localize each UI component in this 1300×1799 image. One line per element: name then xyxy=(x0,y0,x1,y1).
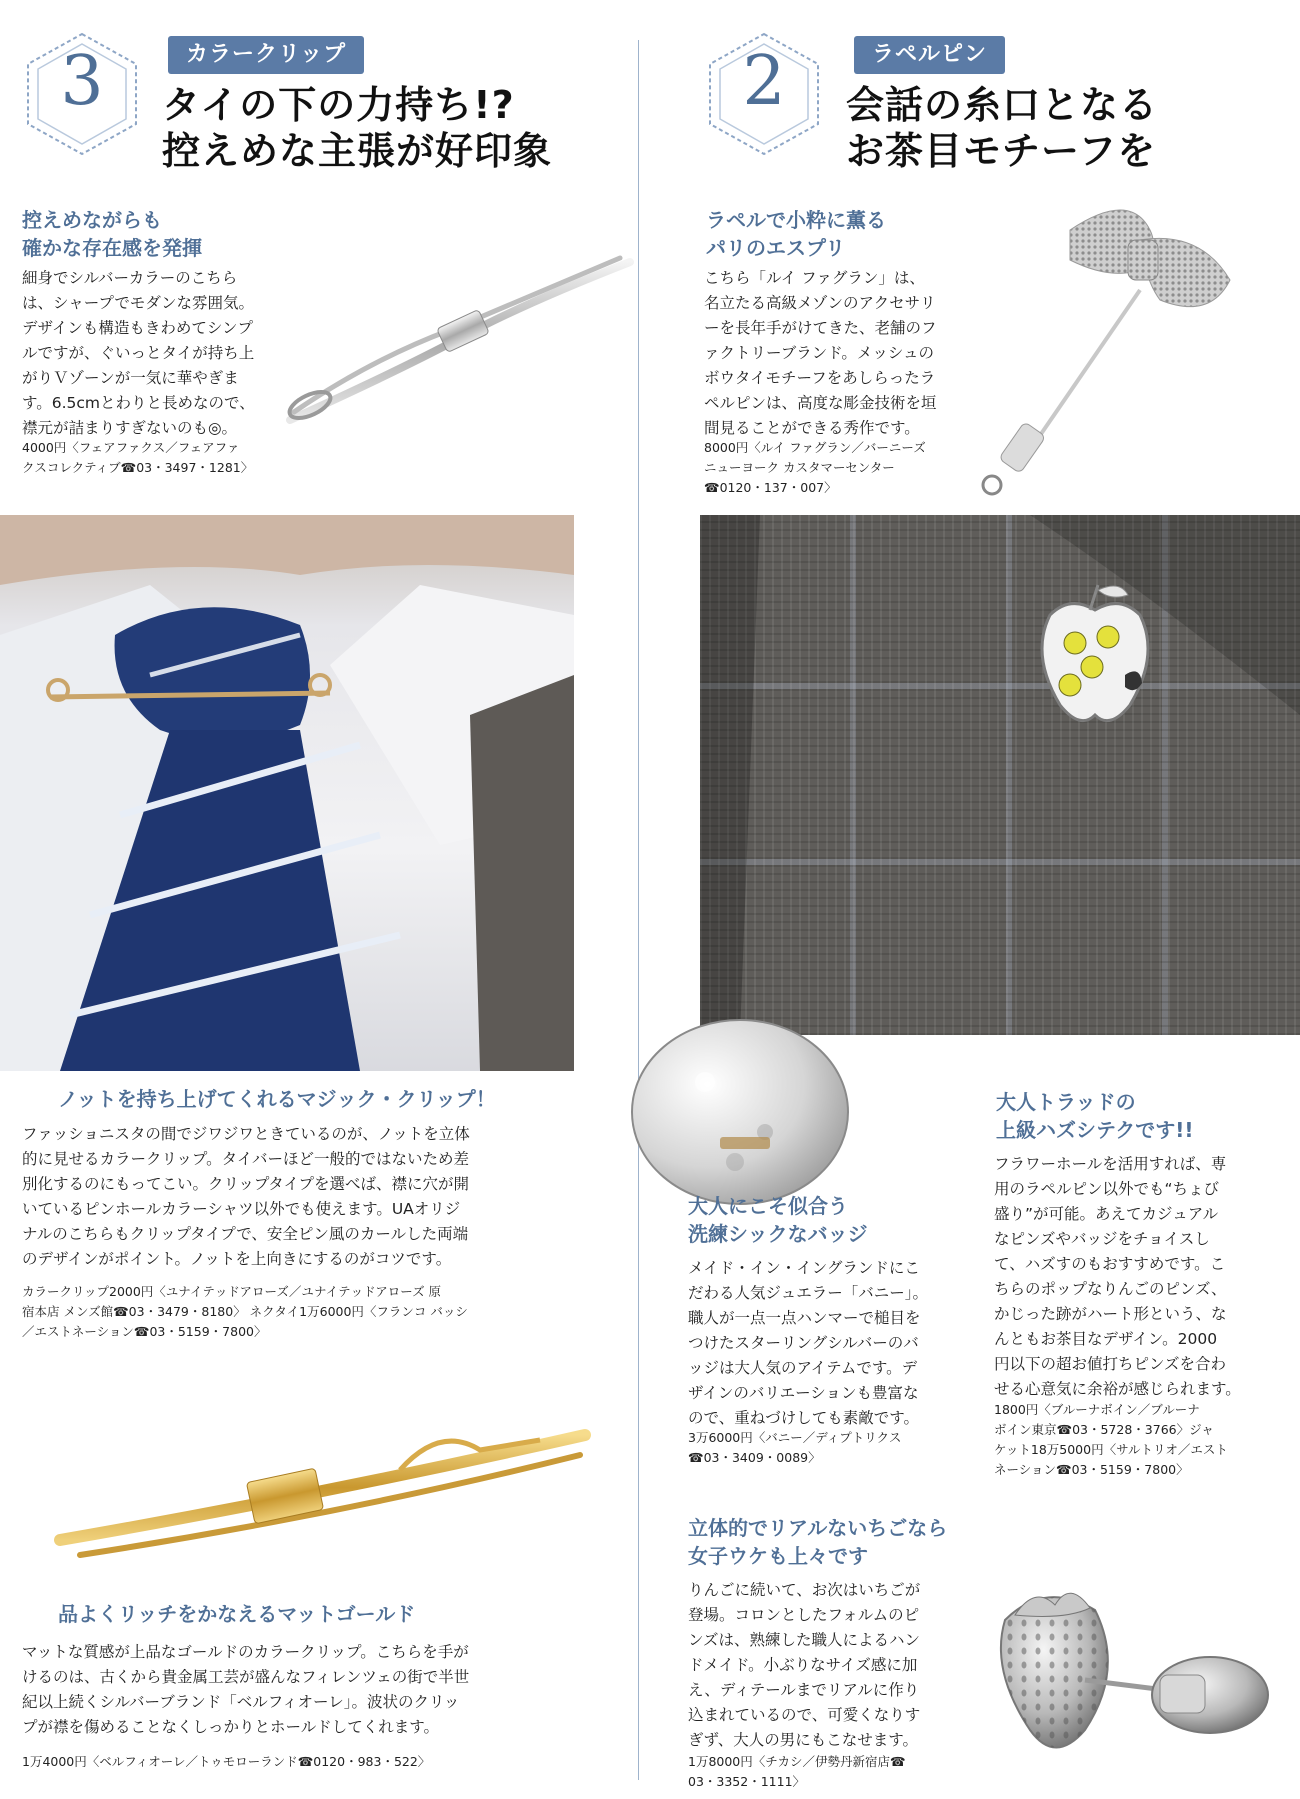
item-credit xyxy=(688,1752,906,1792)
item-body xyxy=(688,1256,958,1431)
body-line: せる心意気に余裕が感じられます。 xyxy=(994,1380,1241,1398)
body-line: 用のラペルピン以外でも“ちょび xyxy=(994,1180,1220,1198)
credit-line: カラークリップ2000円〈ユナイテッドアローズ／ユナイテッドアローズ 原 xyxy=(22,1284,442,1299)
body-line: 円以下の超お値打ちピンズを合わ xyxy=(994,1355,1227,1373)
credit-line: 8000円〈ルイ ファグラン／バーニーズ xyxy=(704,440,926,455)
body-line: ペルピンは、高度な彫金技術を垣 xyxy=(704,394,937,412)
subhead-line: 洗練シックなバッジ xyxy=(688,1222,868,1246)
item-credit xyxy=(22,1282,468,1342)
credit-line: 1800円〈ブルーナボイン／ブルーナ xyxy=(994,1402,1200,1417)
body-line: こちら「ルイ ファグラン」は、 xyxy=(704,269,925,287)
item-body xyxy=(22,1640,592,1740)
subhead-line: 大人トラッドの xyxy=(996,1090,1136,1114)
body-line: 登場。コロンとしたフォルムのピ xyxy=(688,1606,920,1624)
headline-line: お茶目モチーフを xyxy=(846,129,1157,173)
body-line: ザインのバリエーションも豊富な xyxy=(688,1384,919,1402)
item-subhead: ノットを持ち上げてくれるマジック・クリップ！ xyxy=(58,1087,496,1111)
body-line: ドメイド。小ぶりなサイズ感に加 xyxy=(688,1656,918,1674)
subhead-line: 立体的でリアルないちごなら xyxy=(688,1516,948,1540)
silver-collar-clip-image xyxy=(280,250,640,440)
body-line: んともお茶目なデザイン。2000 xyxy=(994,1330,1218,1348)
section-number-hexagon xyxy=(700,30,828,158)
body-line: つけたスターリングシルバーのバ xyxy=(688,1334,919,1352)
body-line: ので、重ねづけしても素敵です。 xyxy=(688,1409,919,1427)
item-body xyxy=(704,266,974,441)
item-subhead xyxy=(996,1088,1193,1144)
item-body xyxy=(22,1122,592,1272)
item-subhead xyxy=(22,206,202,262)
body-line: 別化するのにもってこい。クリップタイプを選べば、襟に穴が開 xyxy=(22,1175,470,1193)
body-line: ナルのこちらもクリップタイプで、安全ピン風のカールした両端 xyxy=(22,1225,469,1243)
body-line: 間見ることができる秀作です。 xyxy=(704,419,920,437)
body-line: ッジは大人気のアイテムです。デ xyxy=(688,1359,918,1377)
body-line: 紀以上続くシルバーブランド「ベルフィオーレ」。波状のクリッ xyxy=(22,1693,460,1711)
body-line: て、ハズすのもおすすめです。こ xyxy=(994,1255,1226,1273)
item-credit xyxy=(994,1400,1228,1480)
credit-line: クスコレクティブ☎03・3497・1281〉 xyxy=(22,460,254,475)
body-line: プが襟を傷めることなくしっかりとホールドしてくれます。 xyxy=(22,1718,439,1736)
hammered-silver-badge-image xyxy=(625,1012,855,1212)
headline-line: タイの下の力持ち!? xyxy=(162,83,515,127)
mesh-bowtie-lapel-pin-image xyxy=(960,190,1260,510)
credit-line: ☎0120・137・007〉 xyxy=(704,480,837,495)
credit-line: ニューヨーク カスタマーセンター xyxy=(704,460,895,475)
strawberry-pin-image xyxy=(975,1560,1285,1775)
apple-pin-jacket-photo xyxy=(700,515,1300,1035)
item-body xyxy=(22,266,292,441)
item-credit xyxy=(22,438,253,478)
item-body xyxy=(994,1152,1294,1402)
body-line: がりＶゾーンが一気に華やぎま xyxy=(22,369,239,387)
body-line: は、シャープでモダンな雰囲気。 xyxy=(22,294,255,312)
body-line: ルですが、ぐいっとタイが持ち上 xyxy=(22,344,255,362)
section-headline xyxy=(162,82,552,174)
body-line: 襟元が詰まりすぎないのも◎。 xyxy=(22,419,238,437)
body-line: メイド・イン・イングランドにこ xyxy=(688,1259,920,1277)
item-subhead xyxy=(688,1192,868,1248)
body-line: ボウタイモチーフをあしらったラ xyxy=(704,369,936,387)
item-credit xyxy=(704,438,926,498)
body-line: 込まれているので、可愛くなりす xyxy=(688,1706,921,1724)
credit-line: ボイン東京☎03・5728・3766〉ジャ xyxy=(994,1422,1214,1437)
body-line: なピンズやバッジをチョイスし xyxy=(994,1230,1210,1248)
credit-line: 1万8000円〈チカシ／伊勢丹新宿店☎ xyxy=(688,1754,906,1769)
credit-line: 4000円〈フェアファクス／フェアファ xyxy=(22,440,240,455)
item-credit: 1万4000円〈ベルフィオーレ／トゥモローランド☎0120・983・522〉 xyxy=(22,1754,431,1769)
headline-line: 控えめな主張が好印象 xyxy=(162,129,553,173)
body-line: マットな質感が上品なゴールドのカラークリップ。こちらを手が xyxy=(22,1643,469,1661)
body-line: けるのは、古くから貴金属工芸が盛んなフィレンツェの街で半世 xyxy=(22,1668,470,1686)
item-body xyxy=(688,1578,968,1753)
item-subhead: 品よくリッチをかなえるマットゴールド xyxy=(58,1602,416,1626)
item-subhead xyxy=(706,206,886,262)
item-subhead xyxy=(688,1514,947,1570)
credit-line: ／エストネーション☎03・5159・7800〉 xyxy=(22,1324,267,1339)
body-line: ちらのポップなりんごのピンズ、 xyxy=(994,1280,1227,1298)
body-line: す。6.5cmとわりと長めなので、 xyxy=(22,394,255,412)
body-line: かじった跡がハート形という、な xyxy=(994,1305,1227,1323)
body-line: りんごに続いて、お次はいちごが xyxy=(688,1581,921,1599)
headline-line: 会話の糸口となる xyxy=(846,83,1159,127)
subhead-line: 上級ハズシテクです!! xyxy=(996,1118,1194,1142)
body-line: え、ディテールまでリアルに作り xyxy=(688,1681,920,1699)
subhead-line: 女子ウケも上々です xyxy=(688,1544,868,1568)
body-line: ファッショニスタの間でジワジワときているのが、ノットを立体 xyxy=(22,1125,470,1143)
body-line: ーを長年手がけてきた、老舗のフ xyxy=(704,319,937,337)
credit-line: ネーション☎03・5159・7800〉 xyxy=(994,1462,1189,1477)
subhead-line: ラペルで小粋に薫る xyxy=(706,208,886,232)
category-badge: ラペルピン xyxy=(854,36,1005,74)
body-line: ンズは、熟練した職人によるハン xyxy=(688,1631,921,1649)
section-number: 2 xyxy=(742,42,786,121)
section-headline xyxy=(846,82,1158,174)
body-line: 名立たる高級メゾンのアクセサリ xyxy=(704,294,936,312)
body-line: 盛り”が可能。あえてカジュアル xyxy=(994,1205,1219,1223)
tie-knot-photo xyxy=(0,515,574,1071)
body-line: フラワーホールを活用すれば、専 xyxy=(994,1155,1227,1173)
body-line: 的に見せるカラークリップ。タイバーほど一般的ではないため差 xyxy=(22,1150,470,1168)
credit-line: 03・3352・1111〉 xyxy=(688,1774,806,1789)
credit-line: ケット18万5000円〈サルトリオ／エスト xyxy=(994,1442,1228,1457)
gold-collar-clip-image xyxy=(40,1395,600,1565)
body-line: ぎず、大人の男にもこなせます。 xyxy=(688,1731,919,1749)
body-line: 職人が一点一点ハンマーで槌目を xyxy=(688,1309,921,1327)
item-credit xyxy=(688,1428,901,1468)
credit-line: 宿本店 メンズ館☎03・3479・8180〉 ネクタイ1万6000円〈フランコ バッシ xyxy=(22,1304,468,1319)
section-number: 3 xyxy=(60,42,104,121)
body-line: ァクトリーブランド。メッシュの xyxy=(704,344,935,362)
subhead-line: 大人にこそ似合う xyxy=(688,1194,848,1218)
body-line: 細身でシルバーカラーのこちら xyxy=(22,269,238,287)
section-number-hexagon xyxy=(18,30,146,158)
body-line: のデザインがポイント。ノットを上向きにするのがコツです。 xyxy=(22,1250,452,1268)
subhead-line: パリのエスプリ xyxy=(706,236,846,260)
body-line: だわる人気ジュエラー「バニー」。 xyxy=(688,1284,928,1302)
category-badge: カラークリップ xyxy=(168,36,364,74)
credit-line: 3万6000円〈バニー／ディプトリクス xyxy=(688,1430,902,1445)
subhead-line: 控えめながらも xyxy=(22,208,162,232)
subhead-line: 確かな存在感を発揮 xyxy=(22,236,202,260)
credit-line: ☎03・3409・0089〉 xyxy=(688,1450,821,1465)
body-line: デザインも構造もきわめてシンプ xyxy=(22,319,254,337)
body-line: いているピンホールカラーシャツ以外でも使えます。UAオリジ xyxy=(22,1200,461,1218)
